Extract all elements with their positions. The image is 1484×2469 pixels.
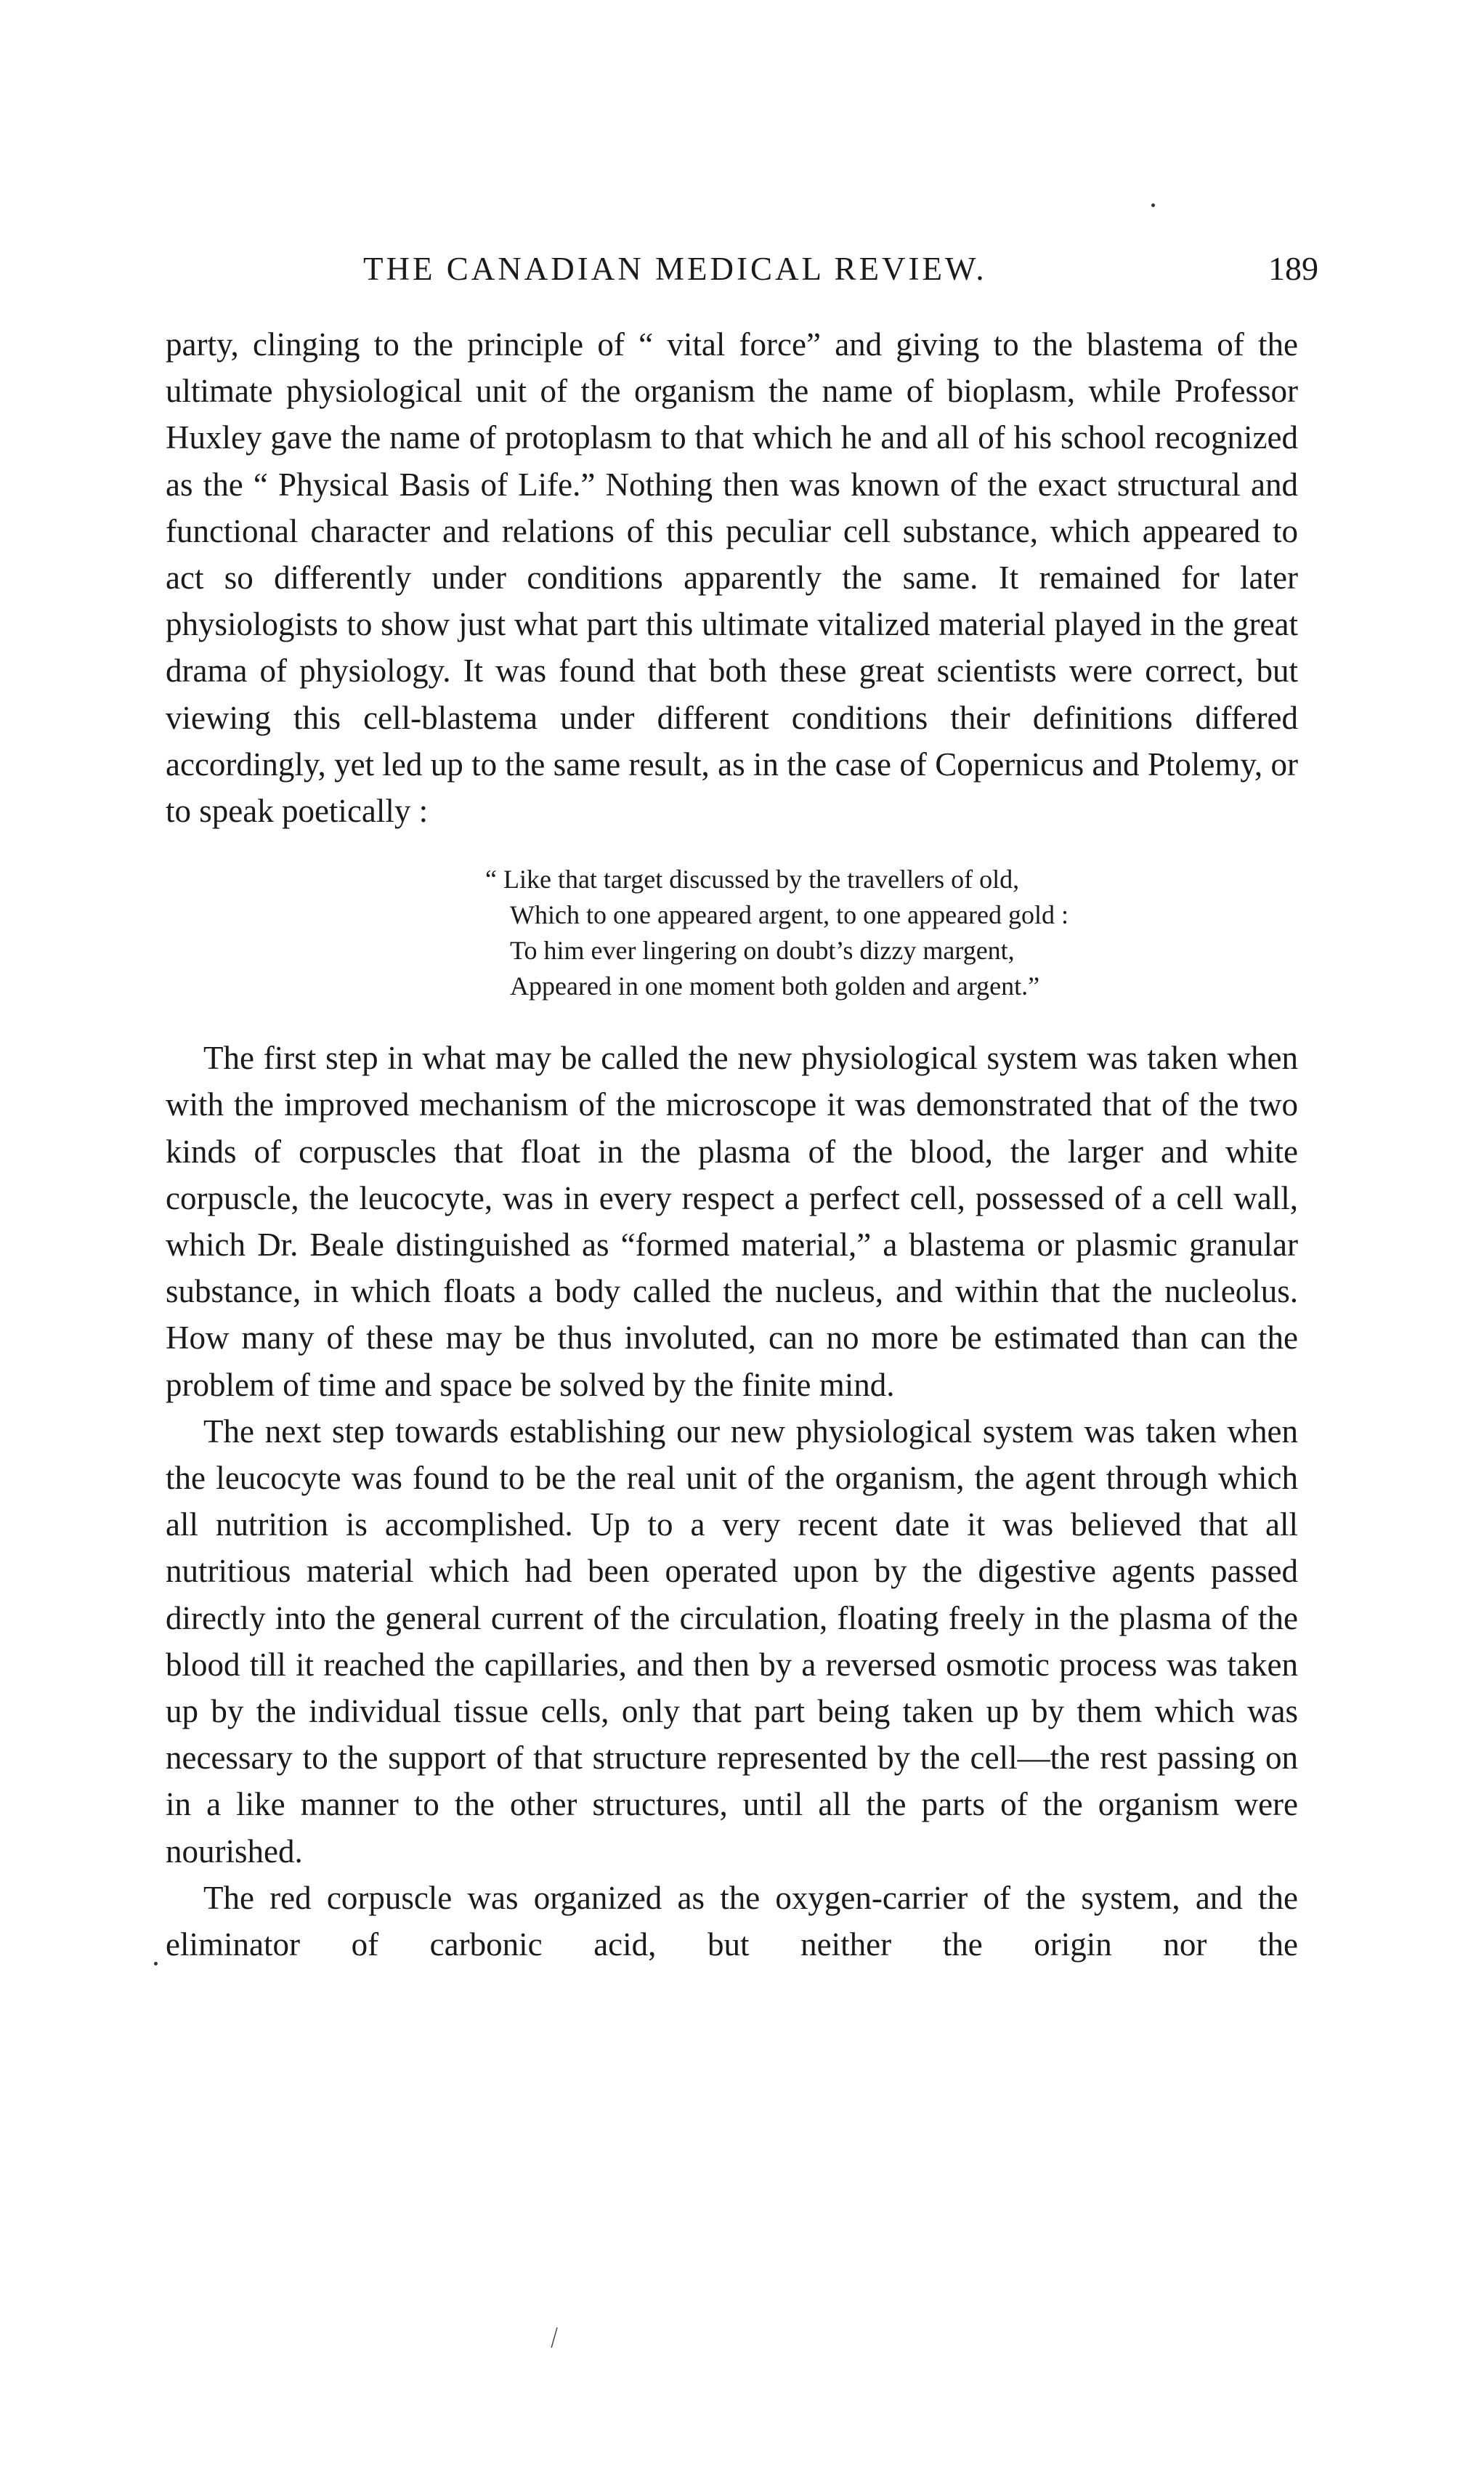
paragraph: The first step in what may be called the new physiological system was taken when with the improved mechanism of the microscope it was demonstrated that of the two kinds of corpuscles that float in the plasma of the blood, the larger and white corpuscle, the leucocyte, was in every respect a perfect cell, possessed of a cell wall, which Dr. Beale distinguished as “formed material,” a blastema or plasmic granular substance, in which floats a body called the nucleus, and within that the nucleolus. How many of these may be thus involuted, can no more be estimated than can the problem of time and space be solved by the finite mind. — [166, 1040, 1298, 1403]
verse-quotation — [485, 862, 1298, 1004]
running-head — [166, 247, 1318, 291]
stray-pen-mark: ⁄ — [547, 2323, 561, 2352]
verse-line: To him ever lingering on doubt’s dizzy margent, — [510, 936, 1015, 966]
stray-ink-dot — [1151, 203, 1155, 207]
paragraph: The next step towards establishing our new physiological system was taken when the leucocyte was found to be the real unit of the organism, the agent through which all nutrition is accomplished. Up to a very recent date it was believed that all nutritious material which had been operated upon by the digestive agents passed directly into the general current of the circulation, floating freely in the plasma of the blood till it reached the capillaries, and then by a reversed osmotic process was taken up by the individual tissue cells, only that part being taken up by them which was necessary to the support of that structure represented by the cell—the rest passing on in a like manner to the other structures, until all the parts of the organism were nourished. — [166, 1413, 1298, 1870]
body-text — [166, 321, 1298, 1968]
paragraph-continuation: party, clinging to the principle of “ vital force” and giving to the blastema of the ultimate physiological unit of the organism the name of bioplasm, while Professor Huxley gave the name of protoplasm to that which he and all of his school recognized as the “ Physical Basis of Life.” Nothing then was known of the exact structural and functional character and relations of this peculiar cell substance, which appeared to act so differently under conditions apparently the same. It remained for later physiologists to show just what part this ultimate vitalized material played in the great drama of physiology. It was found that both these great scientists were correct, but viewing this cell-blastema under different conditions their definitions differed accordingly, yet led up to the same result, as in the case of Copernicus and Ptolemy, or to speak poetically : — [166, 326, 1298, 830]
verse-line: “ Like that target discussed by the travellers of old, — [485, 865, 1020, 894]
paragraph: The red corpuscle was organized as the oxygen-carrier of the system, and the eliminator of carbonic acid, but neither the origin nor the — [166, 1879, 1298, 1963]
stray-ink-dot — [154, 1962, 158, 1965]
running-title: THE CANADIAN MEDICAL REVIEW. — [363, 251, 987, 287]
page-number: 189 — [1268, 250, 1318, 287]
verse-line: Which to one appeared argent, to one appeared gold : — [510, 900, 1069, 930]
verse-line: Appeared in one moment both golden and argent.” — [510, 971, 1040, 1001]
